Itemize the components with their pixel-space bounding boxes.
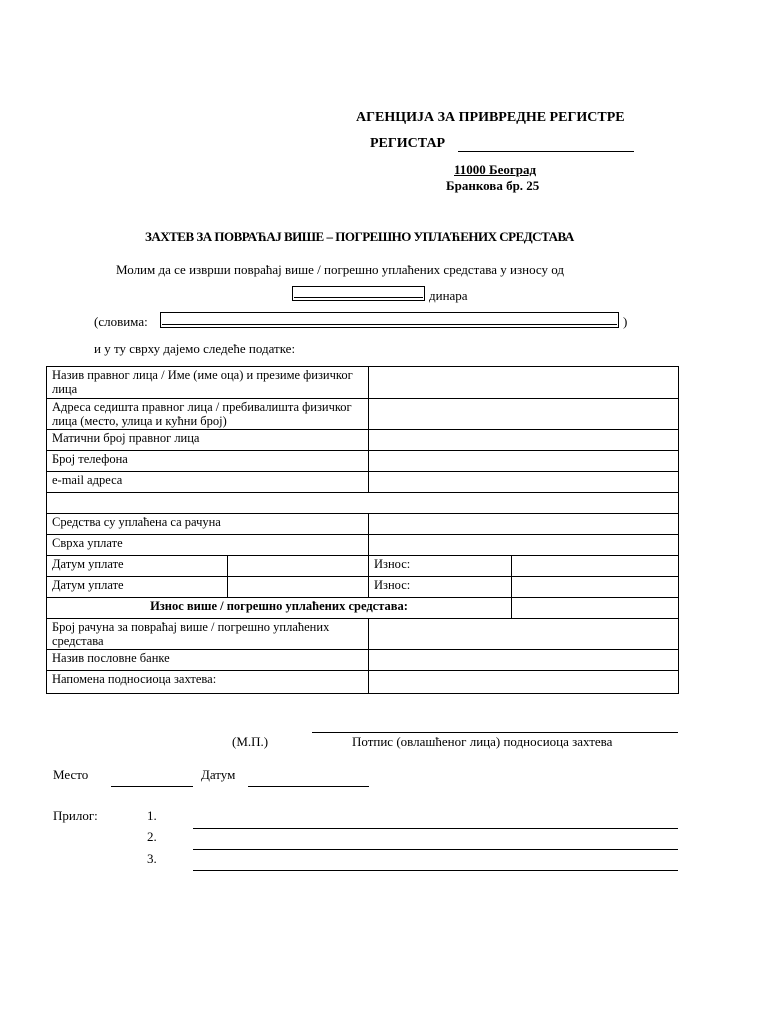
attachments-label: Прилог: bbox=[53, 808, 98, 823]
place-label: Место bbox=[53, 767, 89, 782]
amount-field[interactable] bbox=[292, 286, 425, 301]
stamp-label: (М.П.) bbox=[232, 734, 269, 749]
row-label-source-account: Средства су уплаћена са рачуна bbox=[47, 514, 369, 535]
row-label-address: Адреса седишта правног лица / пребивалишта физичког лица (место, улица и кућни број) bbox=[47, 399, 369, 430]
table-row bbox=[47, 514, 679, 535]
row-label-refund-account: Број рачуна за повраћај више / погрешно уплаћених средстава bbox=[47, 619, 369, 650]
table-row bbox=[47, 367, 679, 399]
table-row bbox=[47, 650, 679, 671]
field-source-account[interactable] bbox=[369, 514, 679, 535]
field-phone[interactable] bbox=[369, 451, 679, 472]
field-legal-name[interactable] bbox=[369, 367, 679, 399]
register-input-line[interactable] bbox=[458, 151, 634, 152]
signature-line[interactable] bbox=[312, 732, 678, 733]
date-field[interactable] bbox=[248, 786, 369, 787]
row-label-registration-number: Матични број правног лица bbox=[47, 430, 369, 451]
date-label: Датум bbox=[201, 767, 236, 782]
amount-underline bbox=[294, 297, 423, 298]
attachment-line-3[interactable] bbox=[193, 870, 678, 871]
table-row bbox=[47, 493, 679, 514]
field-address[interactable] bbox=[369, 399, 679, 430]
amount-suffix: динара bbox=[429, 288, 468, 303]
table-row bbox=[47, 535, 679, 556]
address-city: 11000 Београд bbox=[454, 162, 537, 177]
table-row bbox=[47, 556, 679, 577]
amount-words-close: ) bbox=[623, 314, 628, 329]
table-row bbox=[47, 451, 679, 472]
address-street: Бранкова бр. 25 bbox=[446, 178, 540, 193]
row-label-amount-1: Износ: bbox=[369, 556, 512, 577]
attachment-number: 3. bbox=[147, 851, 157, 866]
field-amount-1[interactable] bbox=[512, 556, 679, 577]
row-label-legal-name: Назив правног лица / Име (име оца) и презиме физичког лица bbox=[47, 367, 369, 399]
amount-words-underline bbox=[162, 324, 617, 325]
amount-words-field[interactable] bbox=[160, 312, 619, 328]
row-label-payment-date-1: Датум уплате bbox=[47, 556, 228, 577]
row-label-payment-purpose: Сврха уплате bbox=[47, 535, 369, 556]
row-label-payment-date-2: Датум уплате bbox=[47, 577, 228, 598]
field-registration-number[interactable] bbox=[369, 430, 679, 451]
field-bank-name[interactable] bbox=[369, 650, 679, 671]
row-label-phone: Број телефона bbox=[47, 451, 369, 472]
table-row bbox=[47, 577, 679, 598]
field-email[interactable] bbox=[369, 472, 679, 493]
spacer-row bbox=[47, 493, 679, 514]
attachment-number: 1. bbox=[147, 808, 157, 823]
field-note[interactable] bbox=[369, 671, 679, 694]
field-payment-date-1[interactable] bbox=[228, 556, 369, 577]
field-payment-date-2[interactable] bbox=[228, 577, 369, 598]
amount-words-label: (словима: bbox=[94, 314, 148, 329]
data-table bbox=[46, 366, 679, 694]
row-label-overpaid-total: Износ више / погрешно уплаћених средстава: bbox=[47, 598, 512, 619]
form-title: ЗАХТЕВ ЗА ПОВРАЋАЈ ВИШЕ – ПОГРЕШНО УПЛАЋЕНИХ СРЕДСТАВА bbox=[145, 229, 574, 244]
intro-line: Молим да се изврши повраћај више / погрешно уплаћених средстава у износу од bbox=[116, 262, 564, 277]
place-field[interactable] bbox=[111, 786, 193, 787]
intro-data-line: и у ту сврху дајемо следеће податке: bbox=[94, 341, 296, 356]
table-row bbox=[47, 399, 679, 430]
field-amount-2[interactable] bbox=[512, 577, 679, 598]
table-row bbox=[47, 598, 679, 619]
agency-name: АГЕНЦИЈА ЗА ПРИВРЕДНЕ РЕГИСТРЕ bbox=[356, 110, 625, 125]
table-row bbox=[47, 671, 679, 694]
table-row bbox=[47, 472, 679, 493]
register-label: РЕГИСТАР bbox=[370, 136, 446, 151]
signature-caption: Потпис (овлашћеног лица) подносиоца захтева bbox=[352, 734, 613, 749]
attachment-line-1[interactable] bbox=[193, 828, 678, 829]
attachment-line-2[interactable] bbox=[193, 849, 678, 850]
row-label-note: Напомена подносиоца захтева: bbox=[47, 671, 369, 694]
table-row bbox=[47, 430, 679, 451]
row-label-bank-name: Назив пословне банке bbox=[47, 650, 369, 671]
attachment-number: 2. bbox=[147, 829, 157, 844]
field-refund-account[interactable] bbox=[369, 619, 679, 650]
row-label-email: e-mail адреса bbox=[47, 472, 369, 493]
field-overpaid-total[interactable] bbox=[512, 598, 679, 619]
table-row bbox=[47, 619, 679, 650]
field-payment-purpose[interactable] bbox=[369, 535, 679, 556]
row-label-amount-2: Износ: bbox=[369, 577, 512, 598]
